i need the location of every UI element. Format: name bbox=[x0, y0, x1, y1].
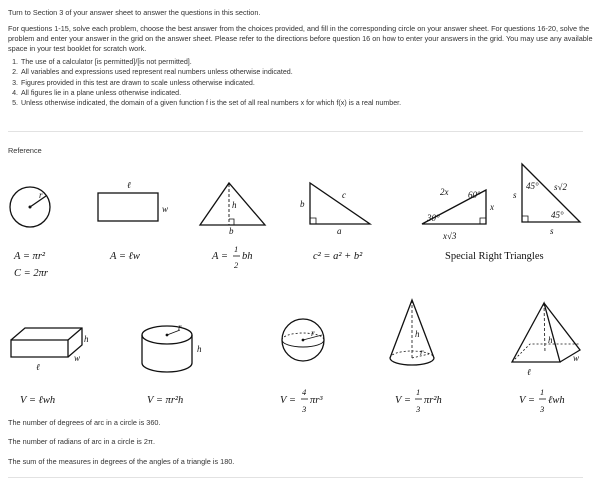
t45-base: s bbox=[550, 226, 554, 236]
cone-num: 1 bbox=[416, 387, 421, 397]
note-item: 4. All figures lie in a plane unless otherwise indicated. bbox=[20, 88, 401, 98]
sphere-suffix: πr³ bbox=[310, 395, 323, 406]
intro-directions: For questions 1-15, solve each problem, choose the best answer from the choices provided, and fill in the corresponding circle on your answer sheet. For questions 16-20, solve the problem and enter your answer in the grid on the answer sheet. Please refer to the directions before question 16 on how to enter your answers in the grid. You may use any available space in your test booklet for scratch work. bbox=[8, 24, 593, 53]
cyl-h-label: h bbox=[197, 344, 202, 354]
cone-prefix: V = bbox=[395, 395, 411, 406]
tri-b-label: b bbox=[229, 226, 234, 236]
box-l-label: ℓ bbox=[36, 362, 40, 372]
pyr-num: 1 bbox=[540, 387, 545, 397]
pyramid-figure bbox=[512, 303, 560, 362]
sphere-r-label: r bbox=[311, 328, 315, 338]
rt-b-label: b bbox=[300, 199, 305, 209]
rt-c-label: c bbox=[342, 190, 346, 200]
circle-area-formula: A = πr² bbox=[14, 251, 46, 262]
note-item: 1. The use of a calculator [is permitted]/[is not permitted]. bbox=[20, 57, 401, 67]
pyr-w-label: w bbox=[573, 353, 580, 363]
cone-h-label: h bbox=[415, 329, 420, 339]
rt-a-label: a bbox=[337, 226, 342, 236]
box-figure bbox=[11, 340, 68, 357]
pyr-den: 3 bbox=[540, 404, 545, 414]
box-h-label: h bbox=[84, 334, 89, 344]
pythag-formula: c² = a² + b² bbox=[313, 251, 363, 262]
note-item: 2. All variables and expressions used represent real numbers unless otherwise indicated. bbox=[20, 67, 401, 77]
rect-area-formula: A = ℓw bbox=[110, 251, 140, 262]
reference-heading: Reference bbox=[8, 146, 42, 155]
cone-den: 3 bbox=[416, 404, 421, 414]
tri-area-prefix: A = bbox=[212, 251, 228, 262]
cyl-r-label: r bbox=[178, 322, 182, 332]
tri-h-label: h bbox=[232, 200, 237, 210]
cylinder-bottom bbox=[142, 363, 192, 372]
t45-top: 45° bbox=[526, 181, 539, 191]
tri-frac-den: 2 bbox=[234, 260, 239, 270]
t3060-x: x bbox=[490, 202, 494, 212]
cyl-volume-formula: V = πr²h bbox=[147, 395, 184, 406]
pyr-suffix: ℓwh bbox=[548, 395, 565, 406]
circle-circumference-formula: C = 2πr bbox=[14, 268, 48, 279]
sphere-num: 4 bbox=[302, 387, 307, 397]
t3060-30: 30° bbox=[427, 213, 440, 223]
t3060-hyp: 2x bbox=[440, 187, 449, 197]
right-triangle-figure bbox=[310, 183, 370, 224]
fact-triangle-sum: The sum of the measures in degrees of the angles of a triangle is 180. bbox=[8, 457, 235, 466]
circle-r-label: r bbox=[39, 190, 43, 200]
tri-frac-num: 1 bbox=[234, 244, 239, 254]
t3060-60: 60° bbox=[468, 190, 481, 200]
pyr-h-label: h bbox=[548, 335, 553, 345]
t3060-base: x√3 bbox=[443, 231, 457, 241]
sphere-den: 3 bbox=[302, 404, 307, 414]
fact-radians: The number of radians of arc in a circle is 2π. bbox=[8, 437, 155, 446]
cone-suffix: πr²h bbox=[424, 395, 442, 406]
pyr-l-label: ℓ bbox=[527, 367, 531, 377]
sphere-prefix: V = bbox=[280, 395, 296, 406]
t45-side: s bbox=[513, 190, 517, 200]
note-item: 5. Unless otherwise indicated, the domain of a given function f is the set of all real numbers x for which f(x) is a real number. bbox=[20, 98, 401, 108]
special-triangles-caption: Special Right Triangles bbox=[445, 251, 544, 262]
pyr-prefix: V = bbox=[519, 395, 535, 406]
fact-degrees: The number of degrees of arc in a circle is 360. bbox=[8, 418, 161, 427]
divider bbox=[8, 477, 583, 478]
box-volume-formula: V = ℓwh bbox=[20, 395, 56, 406]
cone-r-label: r bbox=[420, 347, 424, 357]
rectangle-figure bbox=[98, 193, 158, 221]
t45-right: 45° bbox=[551, 210, 564, 220]
t45-hyp: s√2 bbox=[554, 182, 567, 192]
intro-line: Turn to Section 3 of your answer sheet to answer the questions in this section. bbox=[8, 8, 261, 17]
rect-l-label: ℓ bbox=[127, 180, 131, 190]
circle-radius bbox=[30, 196, 46, 207]
note-item: 3. Figures provided in this test are drawn to scale unless otherwise indicated. bbox=[20, 78, 401, 88]
tri-area-suffix: bh bbox=[242, 251, 253, 262]
rect-w-label: w bbox=[162, 204, 169, 214]
box-w-label: w bbox=[74, 353, 81, 363]
